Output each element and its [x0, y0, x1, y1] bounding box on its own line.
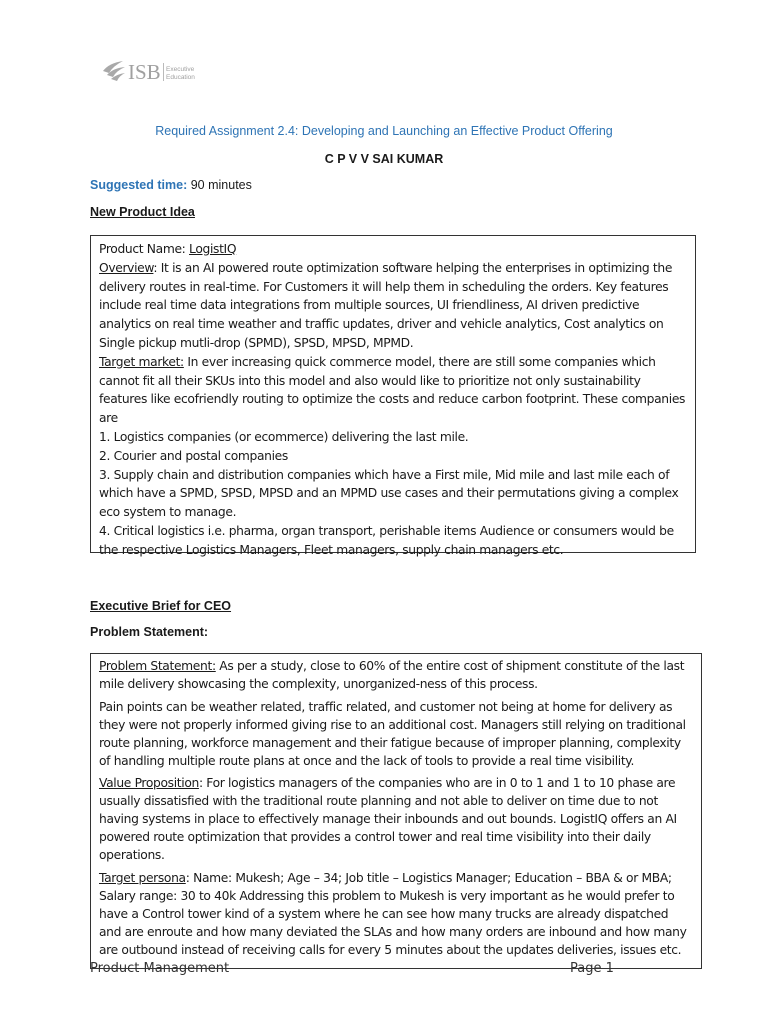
footer-left: Product Management	[90, 961, 230, 976]
overview-label: Overview	[99, 260, 154, 275]
problem-statement-text: As per a study, close to 60% of the entire cost of shipment constitute of the last mile delivery showcasing the complexity, unorganized-ness of this process.	[99, 659, 685, 691]
problem-statement-paragraph	[99, 658, 693, 694]
overview-paragraph	[99, 259, 687, 353]
suggested-time-label: Suggested time:	[90, 178, 188, 192]
list-item: 2. Courier and postal companies	[99, 448, 288, 463]
problem-statement-label: Problem Statement:	[99, 659, 216, 673]
value-proposition-text: : For logistics managers of the companies who are in 0 to 1 and 1 to 10 phase are usually dissatisfied with the traditional route planning and not able to deliver on time due to not having systems in place to effectively manage their inbounds and out bounds. LogistIQ offers an AI powered route optimization that provides a control tower and real time visibility into their daily operations.	[99, 776, 677, 863]
target-market-text: In ever increasing quick commerce model, there are still some companies which cannot fit all their SKUs into this model and also would like to prioritize not only sustainability features like ecofriendly routing to optimize the costs and reduce carbon footprint. These companies are	[99, 354, 686, 426]
logo-line1: Executive	[166, 66, 195, 73]
problem-heading: Problem Statement:	[90, 625, 209, 639]
list-item: 4. Critical logistics i.e. pharma, organ transport, perishable items Audience or consumers would be the respective Logistics Managers, Fleet managers, supply chain managers etc.	[99, 523, 674, 557]
value-proposition-label: Value Proposition	[99, 776, 199, 791]
suggested-time	[90, 178, 252, 192]
list-item: 1. Logistics companies (or ecommerce) delivering the last mile.	[99, 429, 469, 444]
logo-swoosh-icon	[103, 61, 125, 81]
target-market-paragraph	[99, 353, 687, 428]
assignment-title: Required Assignment 2.4: Developing and Launching an Effective Product Offering	[155, 124, 613, 138]
product-name-value: LogistIQ	[189, 242, 237, 256]
value-proposition-paragraph	[99, 775, 693, 865]
logo-brand: ISB	[128, 60, 161, 84]
problem-statement-box	[90, 653, 702, 969]
suggested-time-value: 90 minutes	[187, 178, 252, 192]
new-product-heading: New Product Idea	[90, 205, 195, 219]
pain-points-paragraph: Pain points can be weather related, traffic related, and customer not being at home for delivery as they were not properly informed giving rise to an additional cost. Managers still relying on traditional route planning, workforce management and their fatigue because of improper planning, complexity of handling multiple route plans at once and the lack of tools to provide a real time visibility.	[99, 699, 686, 768]
target-persona-text: : Name: Mukesh; Age – 34; Job title – Logistics Manager; Education – BBA & or MBA; Salary range: 30 to 40k Addressing this problem to Mukesh is very important as he would prefer to have a Control tower kind of a system where he can see how many trucks are already dispatched and are enroute and how many deviated the SLAs and how many orders are inbound and how many are outbound instead of receiving calls for every 5 minutes about the updates deliveries, issues etc.	[99, 870, 687, 957]
logo-line2: Education	[166, 74, 195, 81]
list-item: 3. Supply chain and distribution companies which have a First mile, Mid mile and last mile each of which have a SPMD, SPSD, MPSD and an MPMD use cases and their permutations giving a complex eco system to manage.	[99, 467, 679, 520]
product-idea-box	[90, 235, 696, 557]
overview-text: : It is an AI powered route optimization software helping the enterprises in optimizing the delivery routes in real-time. For Customers it will help them in scheduling the orders. Key features include real time data integrations from multiple sources, UI friendliness, AI driven predictive analytics on real time weather and traffic updates, driver and vehicle analytics, Cost analytics on Single pickup mutli-drop (SPMD), SPSD, MPSD, MPMD.	[99, 260, 673, 350]
isb-logo	[101, 57, 221, 85]
target-persona-label: Target persona	[99, 870, 186, 885]
author-name: C P V V SAI KUMAR	[324, 152, 444, 166]
product-name-label: Product Name:	[99, 242, 190, 256]
product-name-line	[99, 240, 687, 259]
exec-brief-heading: Executive Brief for CEO	[90, 599, 232, 613]
target-persona-paragraph	[99, 870, 693, 960]
footer-page-number: Page 1	[570, 961, 614, 976]
target-market-label: Target market:	[99, 354, 184, 369]
